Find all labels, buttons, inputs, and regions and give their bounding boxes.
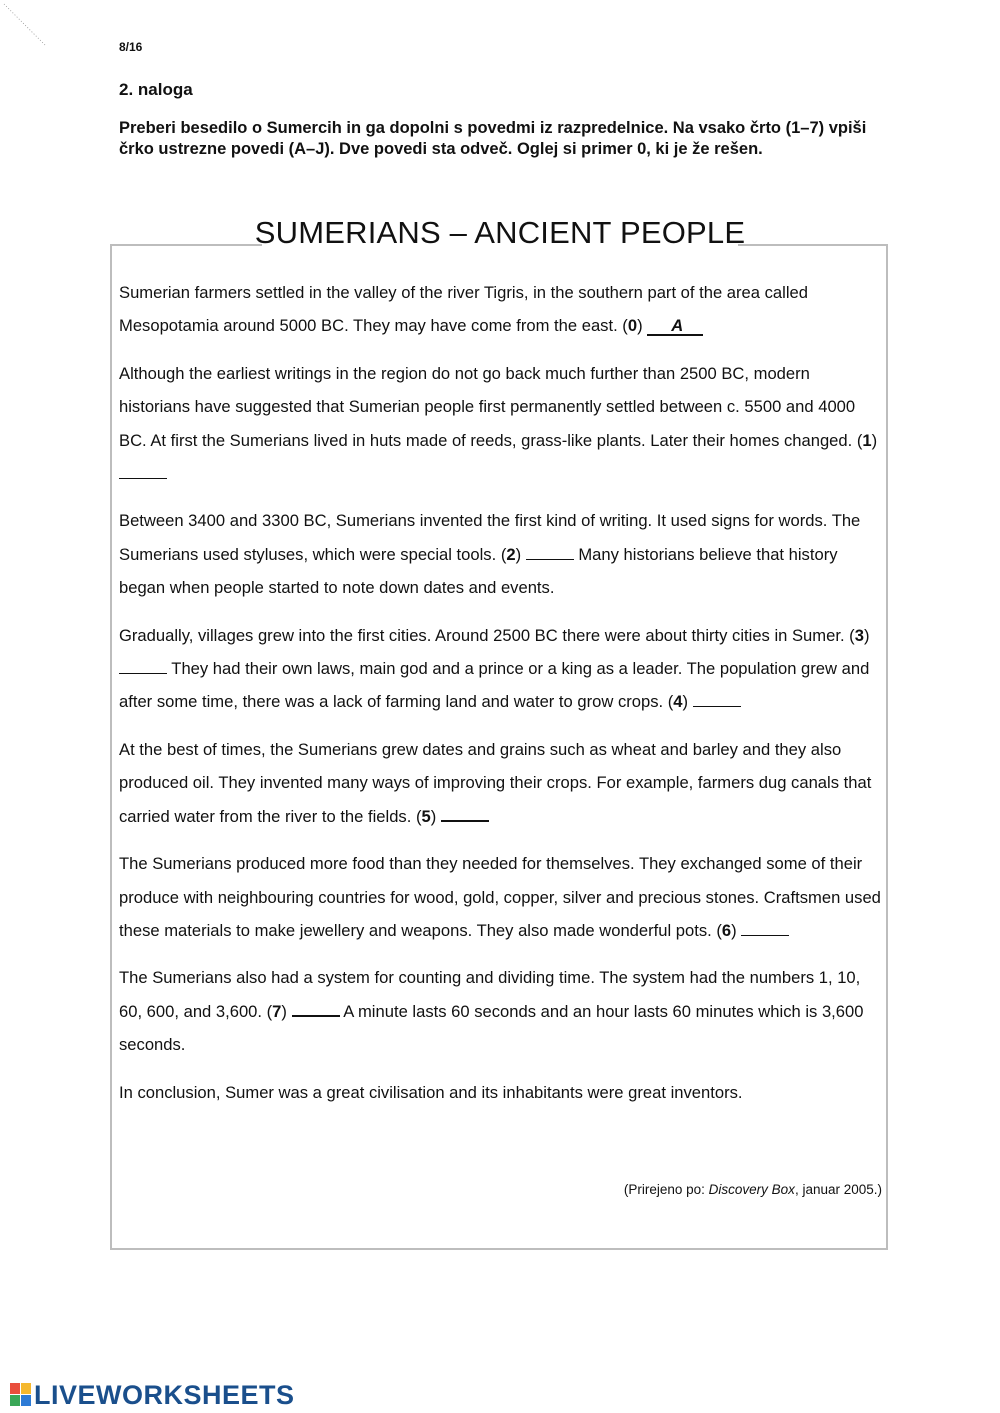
paragraph-5: At the best of times, the Sumerians grew dates and grains such as wheat and barley and they also produced oil. They invented many ways of improving their crops. For example, farmers dug canals that carried water from the river to the fields. (5) [119, 739, 872, 826]
answer-blank-2[interactable] [526, 545, 574, 560]
paragraph-8: In conclusion, Sumer was a great civilisation and its inhabitants were great inventors. [119, 1082, 743, 1102]
source-citation: (Prirejeno po: Discovery Box, januar 2005.) [623, 1182, 882, 1197]
answer-blank-5[interactable] [441, 806, 489, 822]
paragraph-3: Gradually, villages grew into the first cities. Around 2500 BC there were about thirty cities in Sumer. (3) They had their own laws, main god and a prince or a king as a leader. The population grew and after some time, there was a lack of farming land and water to grow crops. (4) [119, 625, 870, 712]
paragraph-6: The Sumerians produced more food than they needed for themselves. They exchanged some of their produce with neighbouring countries for wood, gold, copper, silver and precious stones. Craftsmen used these materials to make jewellery and weapons. They also made wonderful pots. (6) [119, 854, 881, 940]
paragraph-0: Sumerian farmers settled in the valley of the river Tigris, in the southern part of the area called Mesopotamia around 5000 BC. They may have come from the east. (0) A [119, 283, 808, 336]
corner-mark [0, 0, 50, 50]
article-text [119, 276, 884, 1123]
answer-blank-6[interactable] [741, 921, 789, 936]
page-number: 8/16 [119, 40, 143, 54]
paragraph-2: Between 3400 and 3300 BC, Sumerians invented the first kind of writing. It used signs for words. The Sumerians used styluses, which were special tools. (2) Many historians believe that history began when people started to note down dates and events. [119, 511, 861, 598]
logo-blocks-icon [10, 1383, 32, 1407]
answer-blank-1[interactable] [119, 464, 167, 479]
answer-blank-4[interactable] [693, 692, 741, 707]
task-title: 2. naloga [119, 80, 193, 99]
answer-blank-3[interactable] [119, 659, 167, 674]
liveworksheets-logo[interactable]: LIVEWORKSHEETS [10, 1380, 295, 1411]
answer-blank-7[interactable] [292, 1001, 340, 1017]
paragraph-7: The Sumerians also had a system for counting and dividing time. The system had the numbers 1, 10, 60, 600, and 3,600. (7) A minute lasts 60 seconds and an hour lasts 60 minutes which is 3,600 seconds. [119, 968, 864, 1055]
main-title: SUMERIANS – ANCIENT PEOPLE [254, 215, 746, 250]
paragraph-1: Although the earliest writings in the region do not go back much further than 2500 BC, modern historians have suggested that Sumerian people first permanently settled between c. 5500 and 4000 BC. At first the Sumerians lived in huts made of reeds, grass-like plants. Later their homes changed. (1) [119, 357, 884, 491]
example-answer: A [647, 318, 703, 336]
instructions: Preberi besedilo o Sumercih in ga dopolni s povedmi iz razpredelnice. Na vsako črto (1–7) vpiši črko ustrezne povedi (A–J). Dve povedi sta odveč. Oglej si primer 0, ki je že rešen. [119, 119, 867, 158]
